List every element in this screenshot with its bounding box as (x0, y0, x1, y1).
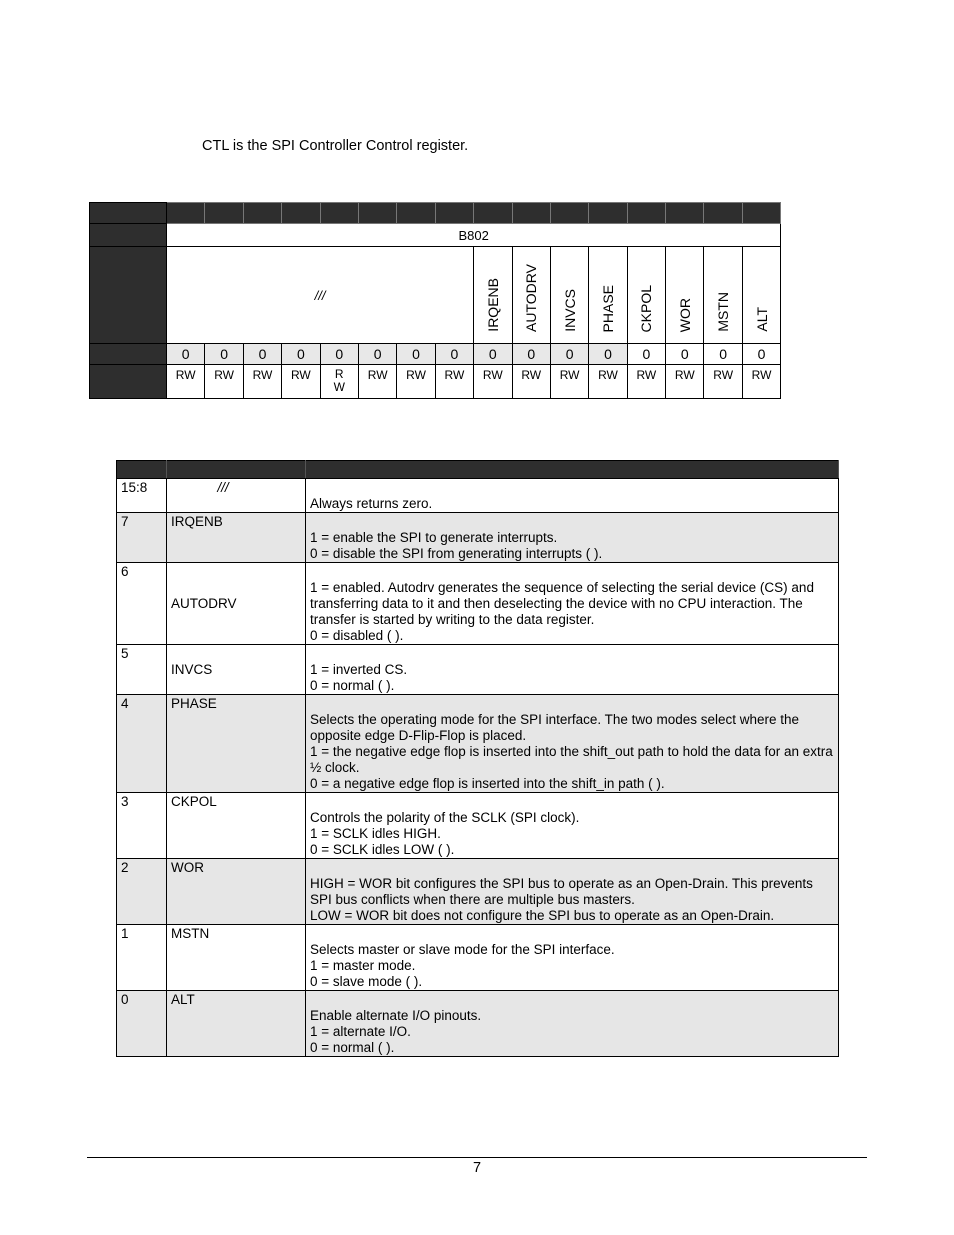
register-reset-row (90, 344, 781, 365)
reset-bit-1: 0 (704, 344, 742, 365)
reset-bit-8: 0 (435, 344, 473, 365)
row-description: Always returns zero. (306, 479, 839, 513)
reset-bit-15: 0 (167, 344, 205, 365)
row-bits: 2 (117, 859, 167, 925)
row-field-name: ALT (167, 991, 306, 1057)
row-description: Selects master or slave mode for the SPI interface. 1 = master mode. 0 = slave mode ( ). (306, 925, 839, 991)
field-autodrv: AUTODRV (512, 247, 550, 344)
row-field-name: INVCS (167, 645, 306, 695)
row-field-name: IRQENB (167, 513, 306, 563)
field-phase: PHASE (589, 247, 627, 344)
table-row (117, 925, 839, 991)
field-mstn: MSTN (704, 247, 742, 344)
access-bit-13: RW (243, 365, 281, 399)
reset-bit-0: 0 (742, 344, 780, 365)
table-row (117, 793, 839, 859)
reset-bit-11: 0 (320, 344, 358, 365)
access-bit-8: RW (435, 365, 473, 399)
intro-text: CTL is the SPI Controller Control register. (202, 138, 469, 154)
reset-bit-4: 0 (589, 344, 627, 365)
row-bits: 7 (117, 513, 167, 563)
reset-bit-10: 0 (358, 344, 396, 365)
register-field-row (90, 247, 781, 344)
row-description: Selects the operating mode for the SPI interface. The two modes select where the opposite edge D-Flip-Flop is placed. 1 = the negative edge flop is inserted into the shift_out path to hold the data for an extra ½ clock. 0 = a negative edge flop is inserted into the shift_in path ( ). (306, 695, 839, 793)
field-alt: ALT (742, 247, 780, 344)
page-number: 7 (472, 1160, 482, 1176)
register-address: B802 (167, 224, 781, 247)
row-description: HIGH = WOR bit configures the SPI bus to operate as an Open-Drain. This prevents SPI bus conflicts when there are multiple bus masters. LOW = WOR bit does not configure the SPI bus to operate as an Open-Drain. (306, 859, 839, 925)
access-bit-14: RW (205, 365, 243, 399)
reset-bit-2: 0 (666, 344, 704, 365)
register-address-row (90, 224, 781, 247)
row-bits: 0 (117, 991, 167, 1057)
access-bit-7: RW (474, 365, 512, 399)
table-row (117, 479, 839, 513)
access-bit-3: RW (627, 365, 665, 399)
field-ckpol: CKPOL (627, 247, 665, 344)
field-irqenb: IRQENB (474, 247, 512, 344)
row-description: 1 = inverted CS. 0 = normal ( ). (306, 645, 839, 695)
reset-bit-3: 0 (627, 344, 665, 365)
reset-bit-5: 0 (550, 344, 588, 365)
row-description: 1 = enabled. Autodrv generates the sequence of selecting the serial device (CS) and transferring data to it and then deselecting the device with no CPU interaction. The transfer is started by writing to the data register. 0 = disabled ( ). (306, 563, 839, 645)
row-field-name: WOR (167, 859, 306, 925)
row-bits: 3 (117, 793, 167, 859)
reset-bit-6: 0 (512, 344, 550, 365)
footer-rule (87, 1157, 867, 1158)
table-row (117, 859, 839, 925)
table-row (117, 695, 839, 793)
field-invcs: INVCS (550, 247, 588, 344)
row-bits: 15:8 (117, 479, 167, 513)
row-description: Controls the polarity of the SCLK (SPI clock). 1 = SCLK idles HIGH. 0 = SCLK idles LOW ( ). (306, 793, 839, 859)
reset-bit-7: 0 (474, 344, 512, 365)
access-bit-4: RW (589, 365, 627, 399)
access-bit-2: RW (666, 365, 704, 399)
row-bits: 6 (117, 563, 167, 645)
access-bit-1: RW (704, 365, 742, 399)
header-label-cell (90, 203, 167, 224)
field-description-table (116, 460, 839, 1057)
table-row (117, 645, 839, 695)
field-wor: WOR (666, 247, 704, 344)
row-field-name: AUTODRV (167, 563, 306, 645)
row-bits: 4 (117, 695, 167, 793)
register-header-row (90, 203, 781, 224)
access-bit-5: RW (550, 365, 588, 399)
row-description: 1 = enable the SPI to generate interrupts. 0 = disable the SPI from generating interrupts ( ). (306, 513, 839, 563)
access-bit-15: RW (167, 365, 205, 399)
reset-bit-12: 0 (282, 344, 320, 365)
table-row (117, 513, 839, 563)
row-field-name: MSTN (167, 925, 306, 991)
description-header-row (117, 461, 839, 479)
access-bit-9: RW (397, 365, 435, 399)
row-field-name: /// (167, 479, 306, 513)
row-field-name: PHASE (167, 695, 306, 793)
register-access-row (90, 365, 781, 399)
reset-bit-13: 0 (243, 344, 281, 365)
table-row (117, 563, 839, 645)
row-bits: 1 (117, 925, 167, 991)
access-bit-10: RW (358, 365, 396, 399)
access-bit-6: RW (512, 365, 550, 399)
access-bit-12: RW (282, 365, 320, 399)
table-row (117, 991, 839, 1057)
register-map-table (89, 202, 781, 399)
reset-bit-14: 0 (205, 344, 243, 365)
access-bit-11: R W (320, 365, 358, 399)
row-description: Enable alternate I/O pinouts. 1 = alternate I/O. 0 = normal ( ). (306, 991, 839, 1057)
access-bit-0: RW (742, 365, 780, 399)
reset-bit-9: 0 (397, 344, 435, 365)
row-field-name: CKPOL (167, 793, 306, 859)
reserved-field: /// (167, 247, 474, 344)
row-bits: 5 (117, 645, 167, 695)
